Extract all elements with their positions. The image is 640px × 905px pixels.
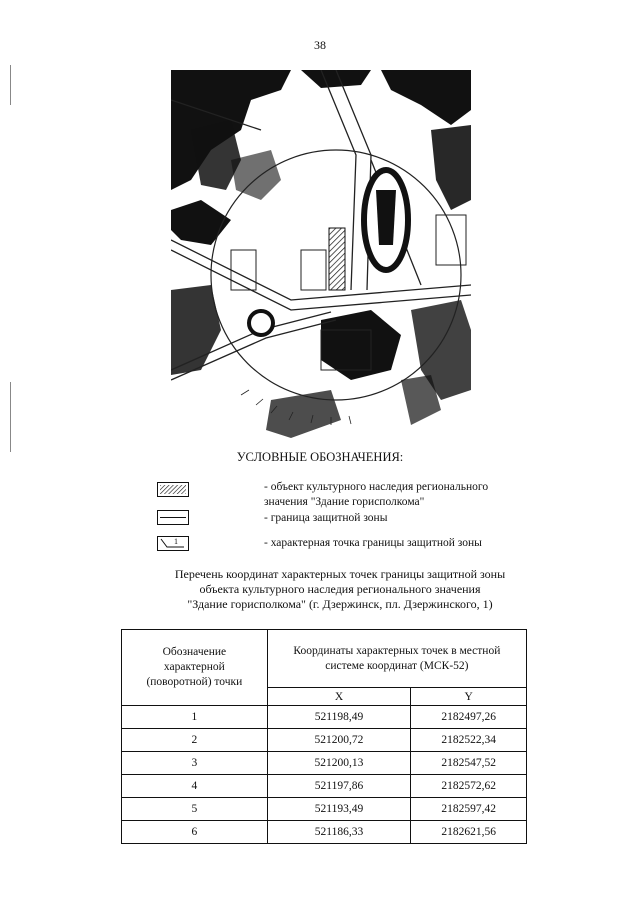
cell-y: 2182597,42 <box>411 798 527 821</box>
boundary-line-icon <box>157 510 189 525</box>
cell-y: 2182497,26 <box>411 706 527 729</box>
legend-item-heritage: - объект культурного наследия регионального значения "Здание горисполкома" <box>264 481 489 508</box>
cell-x: 521200,72 <box>267 729 411 752</box>
legend-title: УСЛОВНЫЕ ОБОЗНАЧЕНИЯ: <box>236 450 404 464</box>
table-caption: Перечень координат характерных точек границы защитной зоны объекта культурного наследия регионального значения "Здание горисполкома" (г. Дзержинск, пл. Дзержинского, 1) <box>174 567 506 611</box>
table-row <box>122 775 527 798</box>
coordinates-table <box>121 629 527 844</box>
cell-y: 2182621,56 <box>411 821 527 844</box>
cell-point: 2 <box>122 729 268 752</box>
city-map-graphic <box>171 70 471 438</box>
table-row <box>122 752 527 775</box>
header-x: X <box>267 688 411 706</box>
table-row <box>122 798 527 821</box>
table-row <box>122 821 527 844</box>
cell-y: 2182547,52 <box>411 752 527 775</box>
table-row <box>122 729 527 752</box>
header-y: Y <box>411 688 527 706</box>
page-number: 38 <box>314 38 326 52</box>
cell-point: 5 <box>122 798 268 821</box>
left-margin-line <box>10 382 11 452</box>
cell-x: 521186,33 <box>267 821 411 844</box>
cell-point: 1 <box>122 706 268 729</box>
legend-item-point: - характерная точка границы защитной зоны <box>264 537 482 549</box>
cell-y: 2182522,34 <box>411 729 527 752</box>
cell-x: 521193,49 <box>267 798 411 821</box>
cell-x: 521200,13 <box>267 752 411 775</box>
cell-point: 4 <box>122 775 268 798</box>
cell-y: 2182572,62 <box>411 775 527 798</box>
heritage-object-shape <box>329 228 345 290</box>
cell-point: 6 <box>122 821 268 844</box>
map-image <box>171 70 471 438</box>
point-marker-label: 1 <box>174 537 178 546</box>
legend-item-boundary: - граница защитной зоны <box>264 512 388 524</box>
cell-x: 521197,86 <box>267 775 411 798</box>
cell-point: 3 <box>122 752 268 775</box>
hatched-rect-icon <box>157 482 189 497</box>
table-row <box>122 706 527 729</box>
left-margin-line <box>10 65 11 105</box>
cell-x: 521198,49 <box>267 706 411 729</box>
header-coords: Координаты характерных точек в местной системе координат (МСК-52) <box>267 630 526 688</box>
point-marker-icon <box>157 536 189 551</box>
header-point: Обозначение характерной (поворотной) точки <box>122 630 268 706</box>
